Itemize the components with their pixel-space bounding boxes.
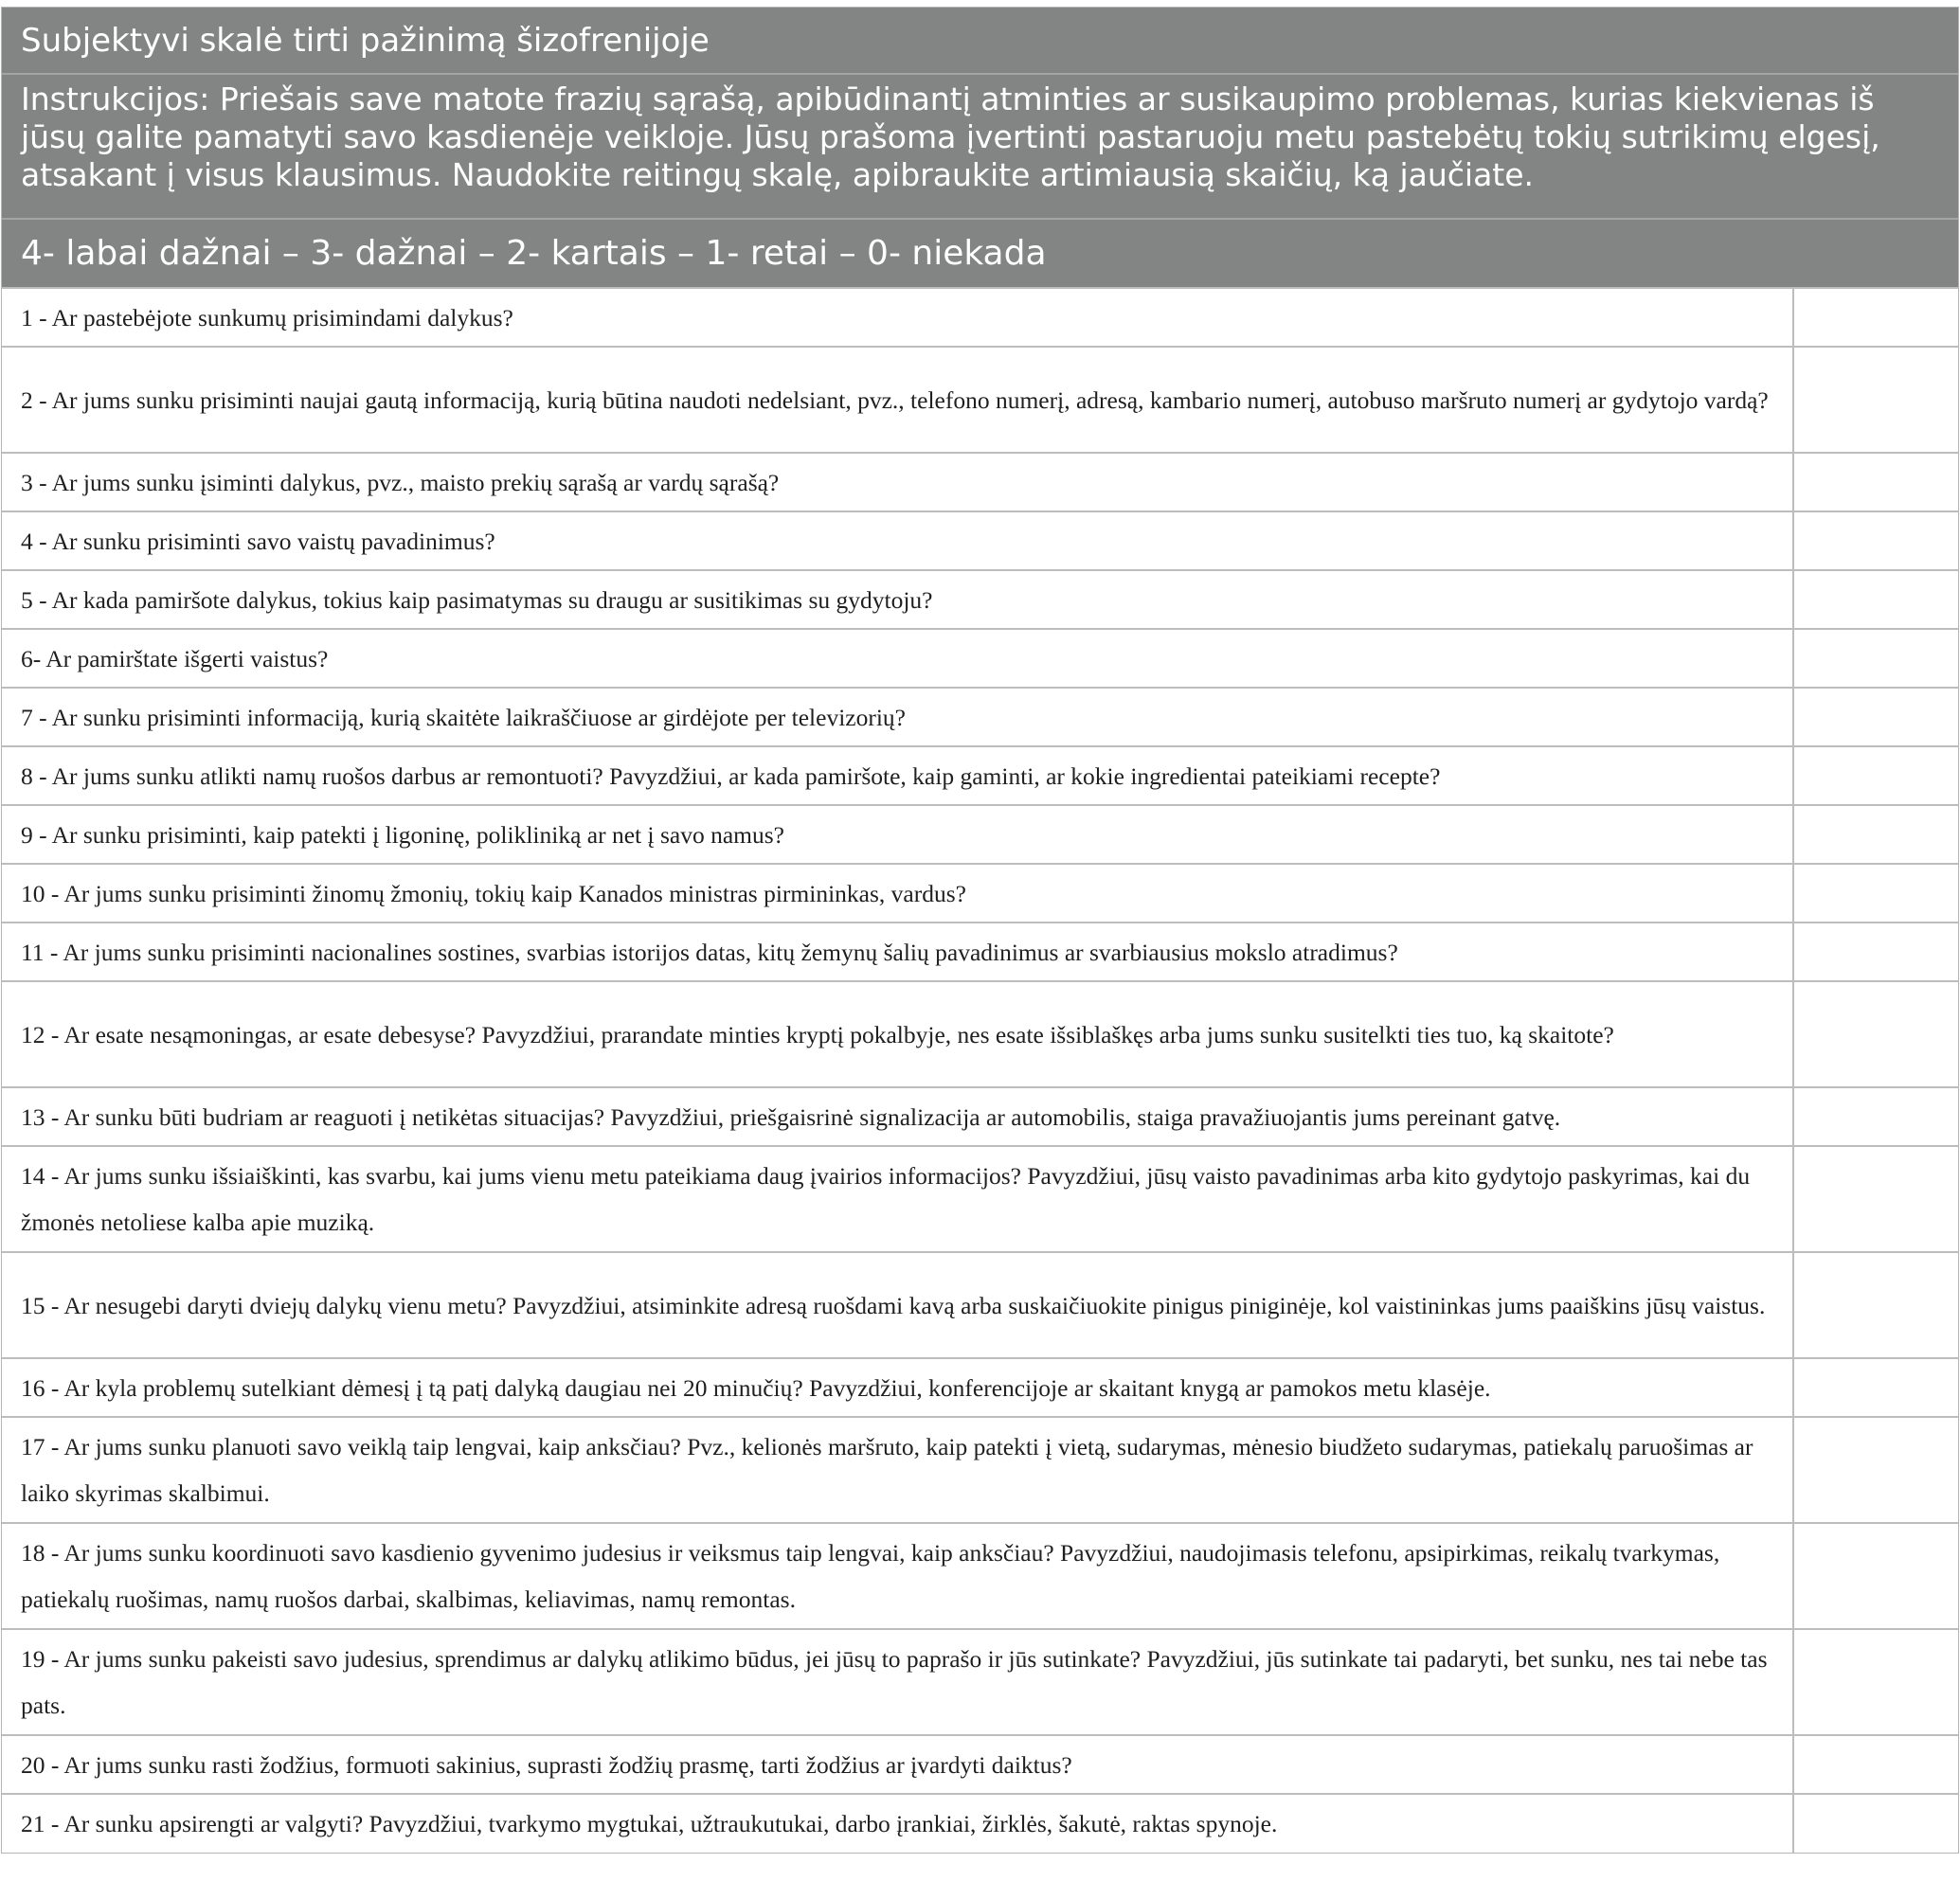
items-table: [2, 287, 1958, 1853]
question-text: 21 - Ar sunku apsirengti ar valgyti? Pavyzdžiui, tvarkymo mygtukai, užtraukutukai, darbo įrankiai, žirklės, šakutė, raktas spynoje.: [2, 1794, 1793, 1853]
table-row: [2, 1252, 1958, 1358]
question-text: 9 - Ar sunku prisiminti, kaip patekti į ligoninę, polikliniką ar net į savo namus?: [2, 805, 1793, 864]
question-text: 12 - Ar esate nesąmoningas, ar esate debesyse? Pavyzdžiui, prarandate minties kryptį pokalbyje, nes esate išsiblaškęs arba jums sunku susitelkti ties tuo, ką skaitote?: [2, 981, 1793, 1087]
answer-cell[interactable]: [1793, 347, 1958, 453]
table-row: [2, 1629, 1958, 1735]
table-row: [2, 1523, 1958, 1629]
table-row: [2, 1794, 1958, 1853]
table-row: [2, 511, 1958, 570]
table-row: [2, 864, 1958, 923]
rating-scale: 4- labai dažnai – 3- dažnai – 2- kartais – 1- retai – 0- niekada: [2, 220, 1958, 287]
answer-cell[interactable]: [1793, 511, 1958, 570]
answer-cell[interactable]: [1793, 1417, 1958, 1523]
question-text: 14 - Ar jums sunku išsiaiškinti, kas svarbu, kai jums vienu metu pateikiama daug įvairios informacijos? Pavyzdžiui, jūsų vaisto pavadinimas arba kito gydytojo paskyrimas, kai du žmonės netoliese kalba apie muziką.: [2, 1146, 1793, 1252]
table-row: [2, 288, 1958, 347]
answer-cell[interactable]: [1793, 453, 1958, 511]
table-row: [2, 570, 1958, 629]
table-row: [2, 923, 1958, 981]
table-row: [2, 1417, 1958, 1523]
question-text: 7 - Ar sunku prisiminti informaciją, kurią skaitėte laikraščiuose ar girdėjote per televizorių?: [2, 688, 1793, 746]
table-row: [2, 453, 1958, 511]
answer-cell[interactable]: [1793, 981, 1958, 1087]
question-text: 18 - Ar jums sunku koordinuoti savo kasdienio gyvenimo judesius ir veiksmus taip lengvai, kaip anksčiau? Pavyzdžiui, naudojimasis telefonu, apsipirkimas, reikalų tvarkymas, patiekalų ruošimas, namų ruošos darbai, skalbimas, keliavimas, namų remontas.: [2, 1523, 1793, 1629]
table-row: [2, 1735, 1958, 1794]
answer-cell[interactable]: [1793, 746, 1958, 805]
answer-cell[interactable]: [1793, 864, 1958, 923]
table-row: [2, 746, 1958, 805]
instructions: Instrukcijos: Priešais save matote frazių sąrašą, apibūdinantį atminties ar susikaupimo problemas, kurias kiekvienas iš jūsų galite pamatyti savo kasdienėje veikloje. Jūsų prašoma įvertinti pastaruoju metu pastebėtų tokių sutrikimų elgesį, atsakant į visus klausimus. Naudokite reitingų skalę, apibraukite artimiausią skaičių, ką jaučiate.: [2, 75, 1958, 220]
question-text: 6- Ar pamirštate išgerti vaistus?: [2, 629, 1793, 688]
question-text: 16 - Ar kyla problemų sutelkiant dėmesį į tą patį dalyką daugiau nei 20 minučių? Pavyzdžiui, konferencijoje ar skaitant knygą ar pamokos metu klasėje.: [2, 1358, 1793, 1417]
table-row: [2, 688, 1958, 746]
answer-cell[interactable]: [1793, 1358, 1958, 1417]
question-text: 2 - Ar jums sunku prisiminti naujai gautą informaciją, kurią būtina naudoti nedelsiant, pvz., telefono numerį, adresą, kambario numerį, autobuso maršruto numerį ar gydytojo vardą?: [2, 347, 1793, 453]
table-row: [2, 347, 1958, 453]
answer-cell[interactable]: [1793, 1629, 1958, 1735]
table-row: [2, 1358, 1958, 1417]
answer-cell[interactable]: [1793, 1252, 1958, 1358]
answer-cell[interactable]: [1793, 570, 1958, 629]
table-row: [2, 981, 1958, 1087]
question-text: 3 - Ar jums sunku įsiminti dalykus, pvz., maisto prekių sąrašą ar vardų sąrašą?: [2, 453, 1793, 511]
table-row: [2, 1087, 1958, 1146]
question-text: 15 - Ar nesugebi daryti dviejų dalykų vienu metu? Pavyzdžiui, atsiminkite adresą ruošdami kavą arba suskaičiuokite pinigus piniginėje, kol vaistininkas jums paaiškins jūsų vaistus.: [2, 1252, 1793, 1358]
answer-cell[interactable]: [1793, 1794, 1958, 1853]
table-row: [2, 805, 1958, 864]
answer-cell[interactable]: [1793, 923, 1958, 981]
answer-cell[interactable]: [1793, 1087, 1958, 1146]
question-text: 1 - Ar pastebėjote sunkumų prisimindami dalykus?: [2, 288, 1793, 347]
question-text: 8 - Ar jums sunku atlikti namų ruošos darbus ar remontuoti? Pavyzdžiui, ar kada pamiršote, kaip gaminti, ar kokie ingredientai pateikiami recepte?: [2, 746, 1793, 805]
question-text: 10 - Ar jums sunku prisiminti žinomų žmonių, tokių kaip Kanados ministras pirmininkas, vardus?: [2, 864, 1793, 923]
answer-cell[interactable]: [1793, 688, 1958, 746]
question-text: 4 - Ar sunku prisiminti savo vaistų pavadinimus?: [2, 511, 1793, 570]
answer-cell[interactable]: [1793, 1735, 1958, 1794]
table-title: Subjektyvi skalė tirti pažinimą šizofrenijoje: [2, 8, 1958, 75]
answer-cell[interactable]: [1793, 629, 1958, 688]
answer-cell[interactable]: [1793, 1146, 1958, 1252]
answer-cell[interactable]: [1793, 288, 1958, 347]
question-text: 11 - Ar jums sunku prisiminti nacionalines sostines, svarbias istorijos datas, kitų žemynų šalių pavadinimus ar svarbiausius mokslo atradimus?: [2, 923, 1793, 981]
table-row: [2, 629, 1958, 688]
answer-cell[interactable]: [1793, 805, 1958, 864]
question-text: 5 - Ar kada pamiršote dalykus, tokius kaip pasimatymas su draugu ar susitikimas su gydytoju?: [2, 570, 1793, 629]
question-text: 13 - Ar sunku būti budriam ar reaguoti į netikėtas situacijas? Pavyzdžiui, priešgaisrinė signalizacija ar automobilis, staiga pravažiuojantis jums pereinant gatvę.: [2, 1087, 1793, 1146]
table-row: [2, 1146, 1958, 1252]
question-text: 19 - Ar jums sunku pakeisti savo judesius, sprendimus ar dalykų atlikimo būdus, jei jūsų to paprašo ir jūs sutinkate? Pavyzdžiui, jūs sutinkate tai padaryti, bet sunku, nes tai nebe tas pats.: [2, 1629, 1793, 1735]
question-text: 20 - Ar jums sunku rasti žodžius, formuoti sakinius, suprasti žodžių prasmę, tarti žodžius ar įvardyti daiktus?: [2, 1735, 1793, 1794]
questionnaire-table: [1, 7, 1959, 1854]
question-text: 17 - Ar jums sunku planuoti savo veiklą taip lengvai, kaip anksčiau? Pvz., kelionės maršruto, kaip patekti į vietą, sudarymas, mėnesio biudžeto sudarymas, patiekalų paruošimas ar laiko skyrimas skalbimui.: [2, 1417, 1793, 1523]
answer-cell[interactable]: [1793, 1523, 1958, 1629]
